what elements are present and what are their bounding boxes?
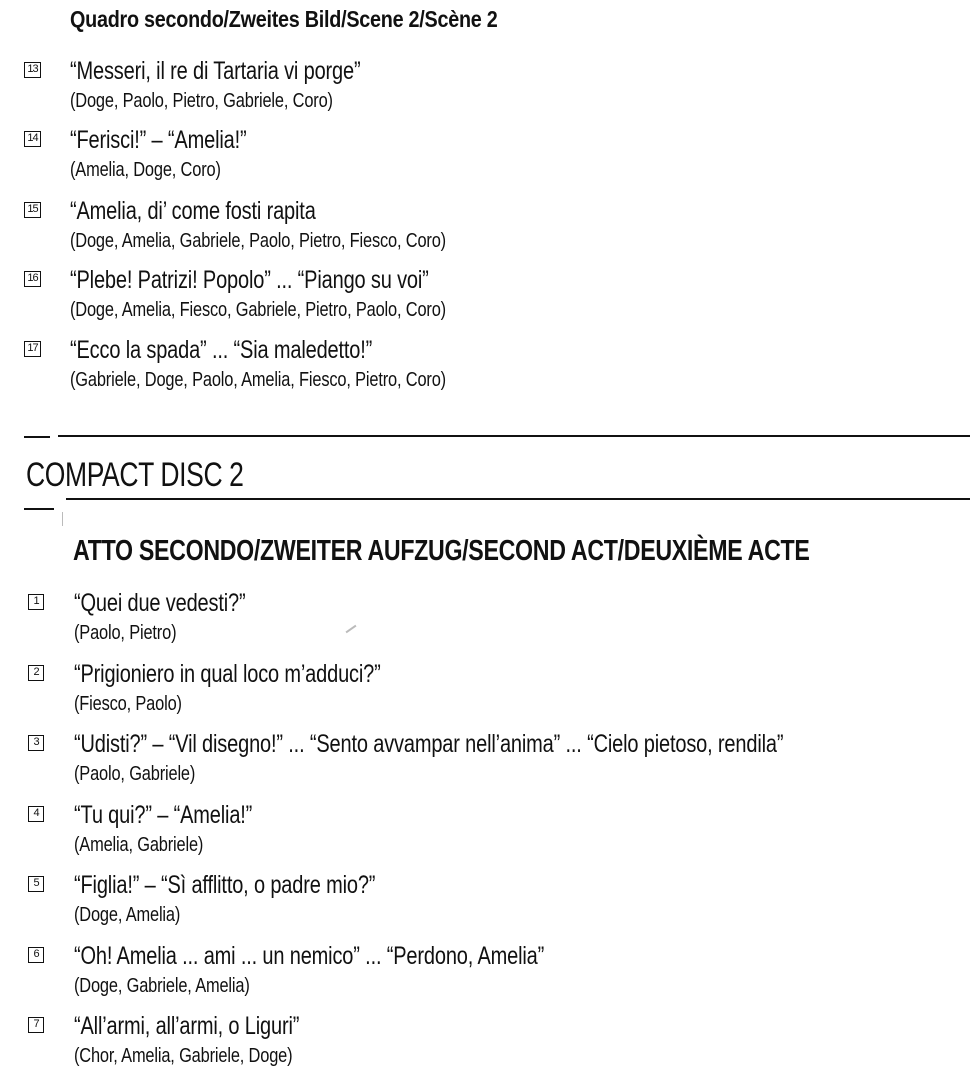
track-number-box: 4 (28, 806, 44, 822)
track-number-box: 1 (28, 594, 44, 610)
track-cast: (Doge, Amelia, Gabriele, Paolo, Pietro, Fiesco, Coro) (70, 230, 446, 252)
track-cast: (Doge, Amelia) (74, 904, 181, 926)
divider-rule-bottom (66, 498, 970, 500)
disc-heading: COMPACT DISC 2 (26, 456, 244, 494)
track-title: “Amelia, di’ come fosti rapita (70, 197, 316, 225)
track-number-box: 14 (24, 131, 41, 147)
track-number-box: 6 (28, 947, 44, 963)
track-title: “Prigioniero in qual loco m’adduci?” (74, 660, 381, 688)
track-cast: (Paolo, Pietro) (74, 622, 177, 644)
divider-rule-top-left (24, 436, 50, 438)
track-number-box: 17 (24, 341, 41, 357)
divider-rule-top (58, 435, 970, 437)
track-title: “All’armi, all’armi, o Liguri” (74, 1012, 300, 1040)
track-title: “Udisti?” – “Vil disegno!” ... “Sento avvampar nell’anima” ... “Cielo pietoso, rendila” (74, 730, 784, 758)
track-number-box: 3 (28, 735, 44, 751)
scan-speck (346, 625, 357, 634)
track-cast: (Doge, Amelia, Fiesco, Gabriele, Pietro, Paolo, Coro) (70, 299, 446, 321)
track-number-box: 16 (24, 271, 41, 287)
track-number-box: 2 (28, 665, 44, 681)
track-cast: (Fiesco, Paolo) (74, 693, 182, 715)
track-title: “Quei due vedesti?” (74, 589, 246, 617)
scene-heading: Quadro secondo/Zweites Bild/Scene 2/Scène 2 (70, 6, 498, 32)
track-title: “Messeri, il re di Tartaria vi porge” (70, 57, 361, 85)
track-title: “Ecco la spada” ... “Sia maledetto!” (70, 336, 373, 364)
track-cast: (Doge, Paolo, Pietro, Gabriele, Coro) (70, 90, 333, 112)
track-cast: (Chor, Amelia, Gabriele, Doge) (74, 1045, 293, 1067)
scan-speck (62, 512, 63, 526)
track-number-box: 13 (24, 62, 41, 78)
track-number-box: 5 (28, 876, 44, 892)
track-number-box: 15 (24, 202, 41, 218)
track-title: “Oh! Amelia ... ami ... un nemico” ... “Perdono, Amelia” (74, 942, 545, 970)
track-cast: (Doge, Gabriele, Amelia) (74, 975, 250, 997)
track-title: “Tu qui?” – “Amelia!” (74, 801, 253, 829)
track-number-box: 7 (28, 1017, 44, 1033)
track-title: “Figlia!” – “Sì afflitto, o padre mio?” (74, 871, 376, 899)
act-heading: ATTO SECONDO/ZWEITER AUFZUG/SECOND ACT/DEUXIÈME ACTE (73, 535, 810, 567)
track-title: “Ferisci!” – “Amelia!” (70, 126, 247, 154)
divider-rule-bottom-left (24, 508, 54, 510)
track-cast: (Amelia, Doge, Coro) (70, 159, 221, 181)
track-cast: (Gabriele, Doge, Paolo, Amelia, Fiesco, Pietro, Coro) (70, 369, 446, 391)
track-cast: (Amelia, Gabriele) (74, 834, 204, 856)
track-title: “Plebe! Patrizi! Popolo” ... “Piango su voi” (70, 266, 429, 294)
track-cast: (Paolo, Gabriele) (74, 763, 196, 785)
